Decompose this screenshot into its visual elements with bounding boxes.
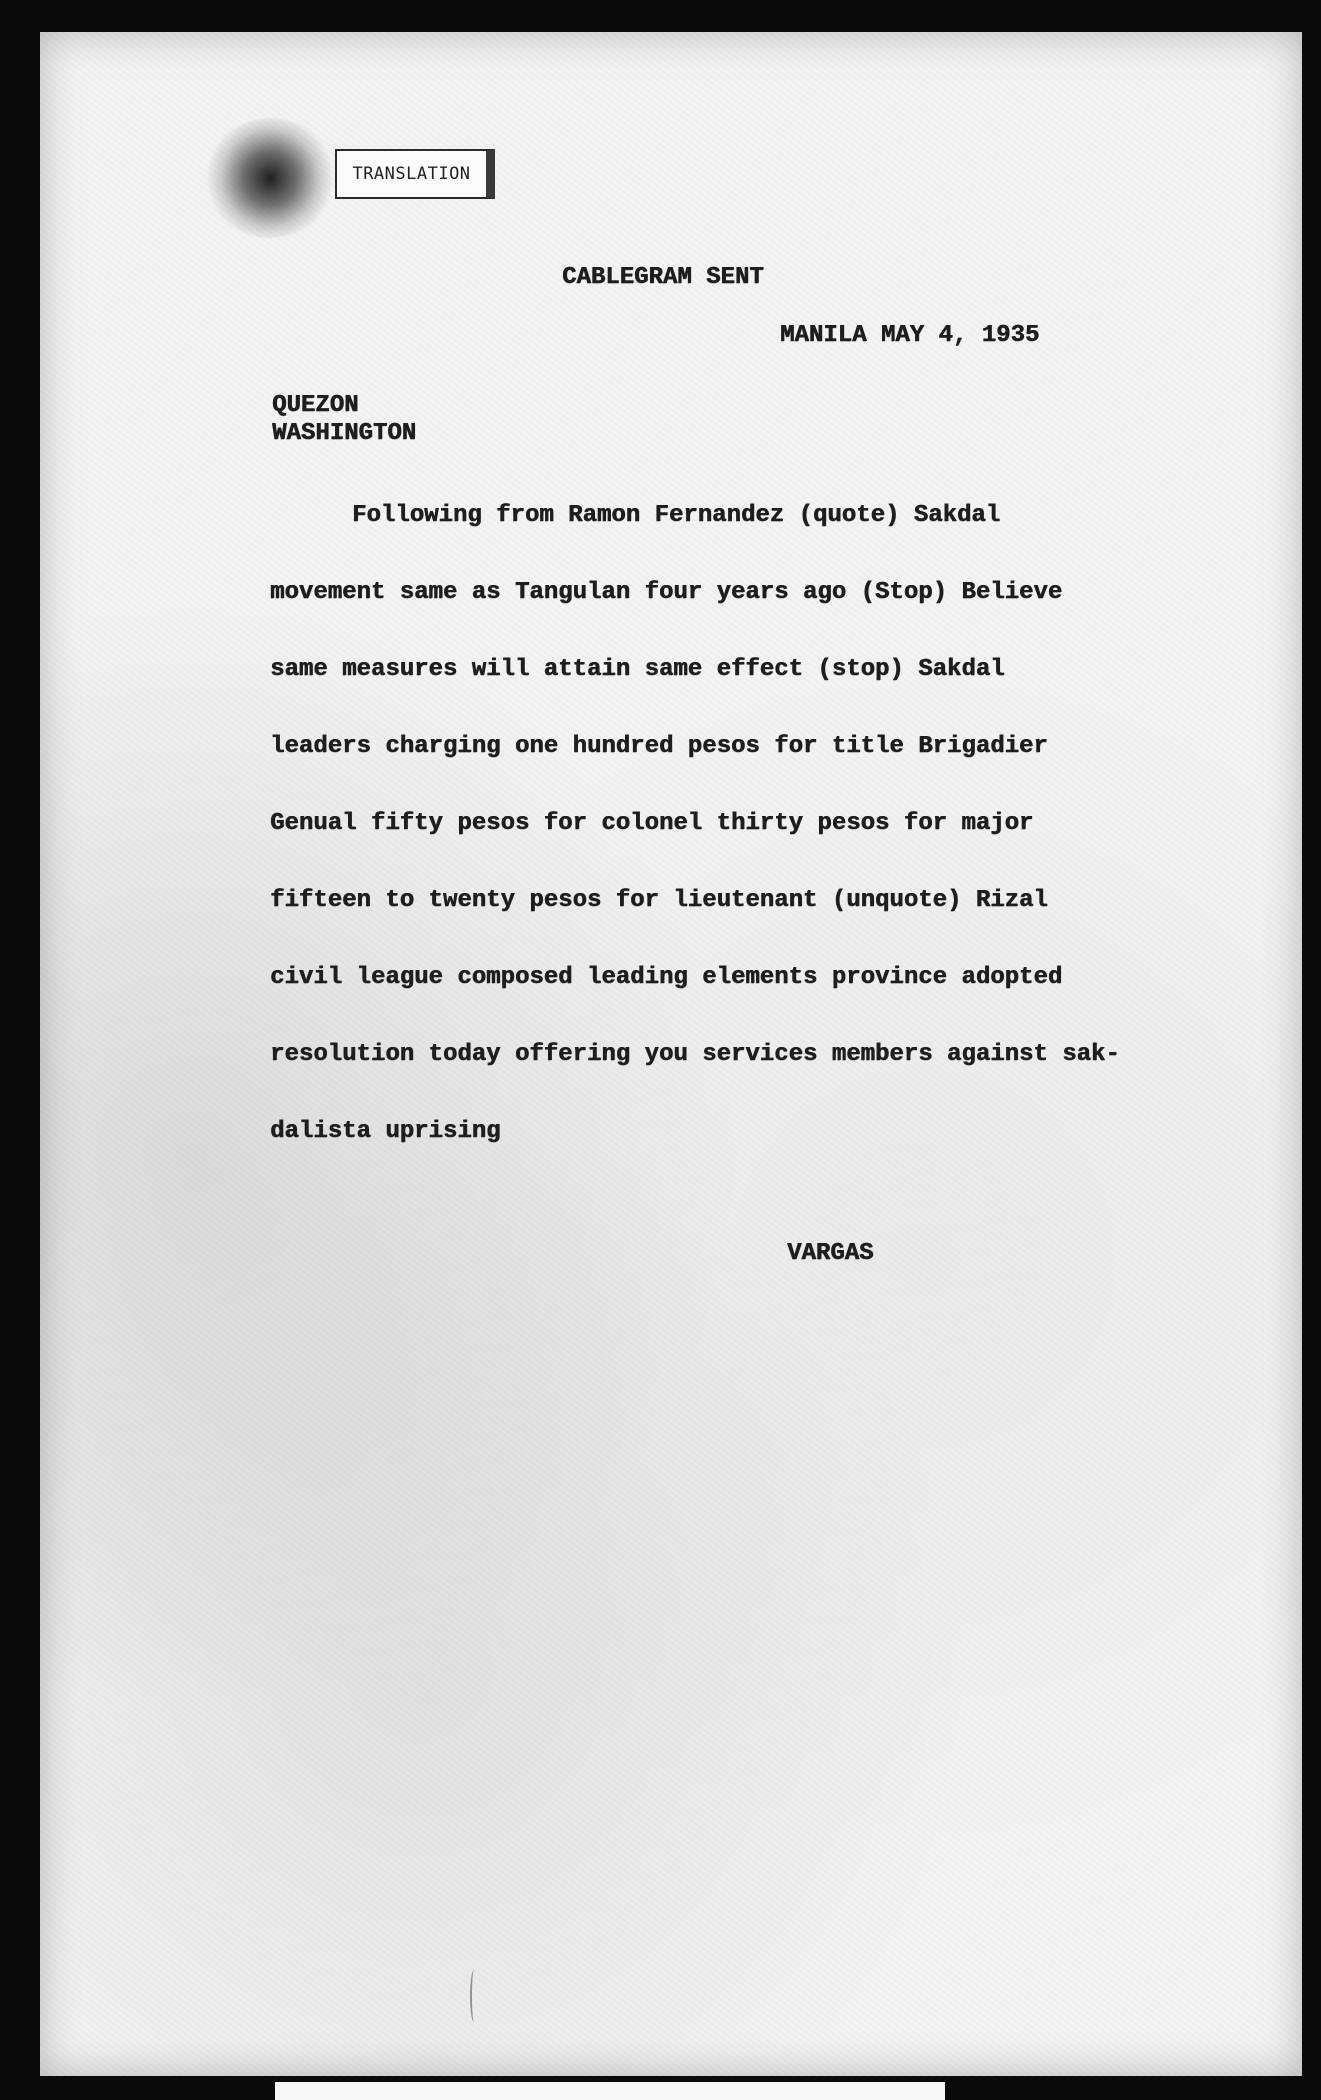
body-line: dalista uprising [270, 1118, 501, 1145]
recipient-city: WASHINGTON [272, 420, 417, 447]
body-line: resolution today offering you services members against sak- [270, 1041, 1120, 1068]
dateline: MANILA MAY 4, 1935 [780, 322, 1040, 349]
ink-blot [205, 118, 335, 238]
document-title: CABLEGRAM SENT [562, 264, 764, 291]
body-line: fifteen to twenty pesos for lieutenant (unquote) Rizal [270, 887, 1048, 914]
signature: VARGAS [787, 1240, 874, 1267]
message-body [270, 502, 1230, 1195]
translation-label: TRANSLATION [335, 149, 495, 199]
bottom-strip [275, 2082, 945, 2100]
body-line: movement same as Tangulan four years ago (Stop) Believe [270, 579, 1063, 606]
body-line: civil league composed leading elements province adopted [270, 964, 1063, 991]
recipient-name: QUEZON [272, 392, 359, 419]
body-line: same measures will attain same effect (stop) Sakdal [270, 656, 1005, 683]
paper-mark [470, 1970, 478, 2022]
body-line: Following from Ramon Fernandez (quote) Sakdal [352, 502, 1001, 529]
body-line: leaders charging one hundred pesos for title Brigadier [270, 733, 1048, 760]
body-line: Genual fifty pesos for colonel thirty pesos for major [270, 810, 1034, 837]
